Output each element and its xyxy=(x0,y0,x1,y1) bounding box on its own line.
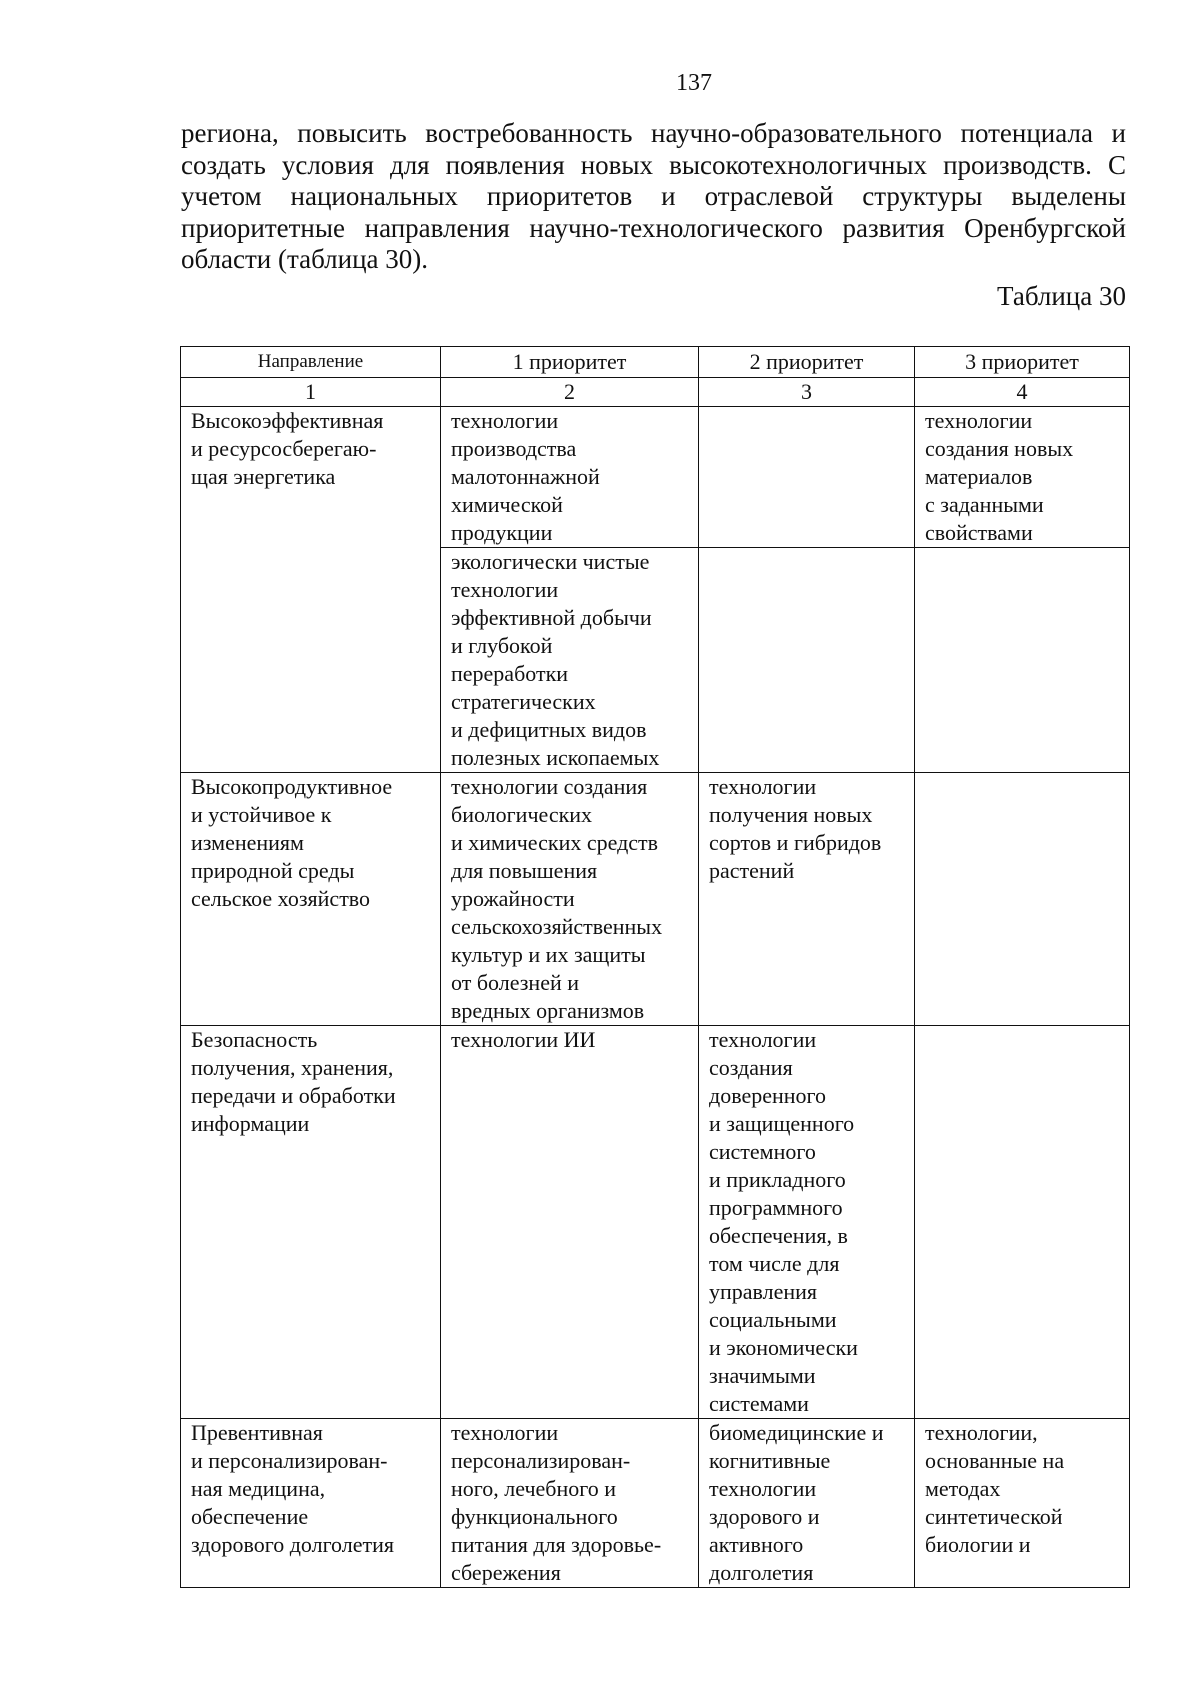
cell-priority-2 xyxy=(699,1419,915,1588)
cell-text: технологии, основанные на методах синтетической биологии и xyxy=(925,1420,1065,1557)
priority-table xyxy=(180,346,1130,1588)
column-number: 1 xyxy=(181,378,441,407)
table-row xyxy=(181,773,1130,1026)
column-number: 2 xyxy=(441,378,699,407)
cell-text: Безопасность получения, хранения, передачи и обработки информации xyxy=(191,1027,396,1136)
page-number: 137 xyxy=(676,70,712,96)
cell-priority-2 xyxy=(699,548,915,773)
cell-priority-3 xyxy=(915,407,1130,548)
intro-line: учетом национальных приоритетов и отраслевой структуры выделены xyxy=(181,181,1126,211)
column-number-row xyxy=(181,378,1130,407)
intro-line: создать условия для появления новых высокотехнологичных производств. С xyxy=(181,149,1126,180)
header-priority-2: 2 приоритет xyxy=(699,347,915,378)
cell-direction xyxy=(181,407,441,773)
cell-text: технологии создания биологических и химических средств для повышения урожайности сельскохозяйственных культур и их защиты от болезней и вредных организмов xyxy=(451,774,663,1023)
intro-paragraph xyxy=(181,118,1126,276)
cell-priority-3 xyxy=(915,1419,1130,1588)
intro-line: региона, повысить востребованность научно-образовательного потенциала и xyxy=(181,118,1126,148)
header-priority-3: 3 приоритет xyxy=(915,347,1130,378)
column-number: 3 xyxy=(699,378,915,407)
cell-text: экологически чистые технологии эффективной добычи и глубокой переработки стратегических и дефицитных видов полезных ископаемых xyxy=(451,549,660,770)
cell-direction xyxy=(181,1026,441,1419)
cell-text: технологии производства малотоннажной химической продукции xyxy=(451,408,600,545)
cell-text: Высокоэффективная и ресурсосберегаю- щая энергетика xyxy=(191,408,384,489)
cell-text: технологии создания доверенного и защищенного системного и прикладного программного обеспечения, в том числе для управления социальными и экономически значимыми системами xyxy=(709,1027,858,1416)
cell-text: технологии персонализирован- ного, лечебного и функционального питания для здоровье- сбережения xyxy=(451,1420,662,1585)
table-caption: Таблица 30 xyxy=(997,281,1126,311)
cell-priority-3 xyxy=(915,773,1130,1026)
cell-priority-1 xyxy=(441,773,699,1026)
table-header-row xyxy=(181,347,1130,378)
cell-priority-3 xyxy=(915,548,1130,773)
cell-text: технологии получения новых сортов и гибридов растений xyxy=(709,774,882,883)
table-row xyxy=(181,1026,1130,1419)
header-priority-1: 1 приоритет xyxy=(441,347,699,378)
cell-priority-2 xyxy=(699,1026,915,1419)
column-number: 4 xyxy=(915,378,1130,407)
cell-text: Высокопродуктивное и устойчивое к изменениям природной среды сельское хозяйство xyxy=(191,774,393,911)
cell-priority-1 xyxy=(441,407,699,548)
intro-line: приоритетные направления научно-технологического развития Оренбургской xyxy=(181,212,1126,243)
cell-text: технологии создания новых материалов с заданными свойствами xyxy=(925,408,1074,545)
cell-priority-3 xyxy=(915,1026,1130,1419)
cell-text: Превентивная и персонализирован- ная медицина, обеспечение здорового долголетия xyxy=(191,1420,395,1557)
cell-direction xyxy=(181,1419,441,1588)
intro-line: области (таблица 30). xyxy=(181,244,429,274)
header-direction: Направление xyxy=(181,347,441,378)
cell-priority-1 xyxy=(441,548,699,773)
cell-priority-1 xyxy=(441,1419,699,1588)
table-row xyxy=(181,1419,1130,1588)
table-row xyxy=(181,407,1130,548)
cell-text: биомедицинские и когнитивные технологии здорового и активного долголетия xyxy=(709,1420,884,1585)
cell-direction xyxy=(181,773,441,1026)
cell-text: технологии ИИ xyxy=(451,1027,596,1052)
cell-priority-2 xyxy=(699,773,915,1026)
cell-priority-1 xyxy=(441,1026,699,1419)
cell-priority-2 xyxy=(699,407,915,548)
